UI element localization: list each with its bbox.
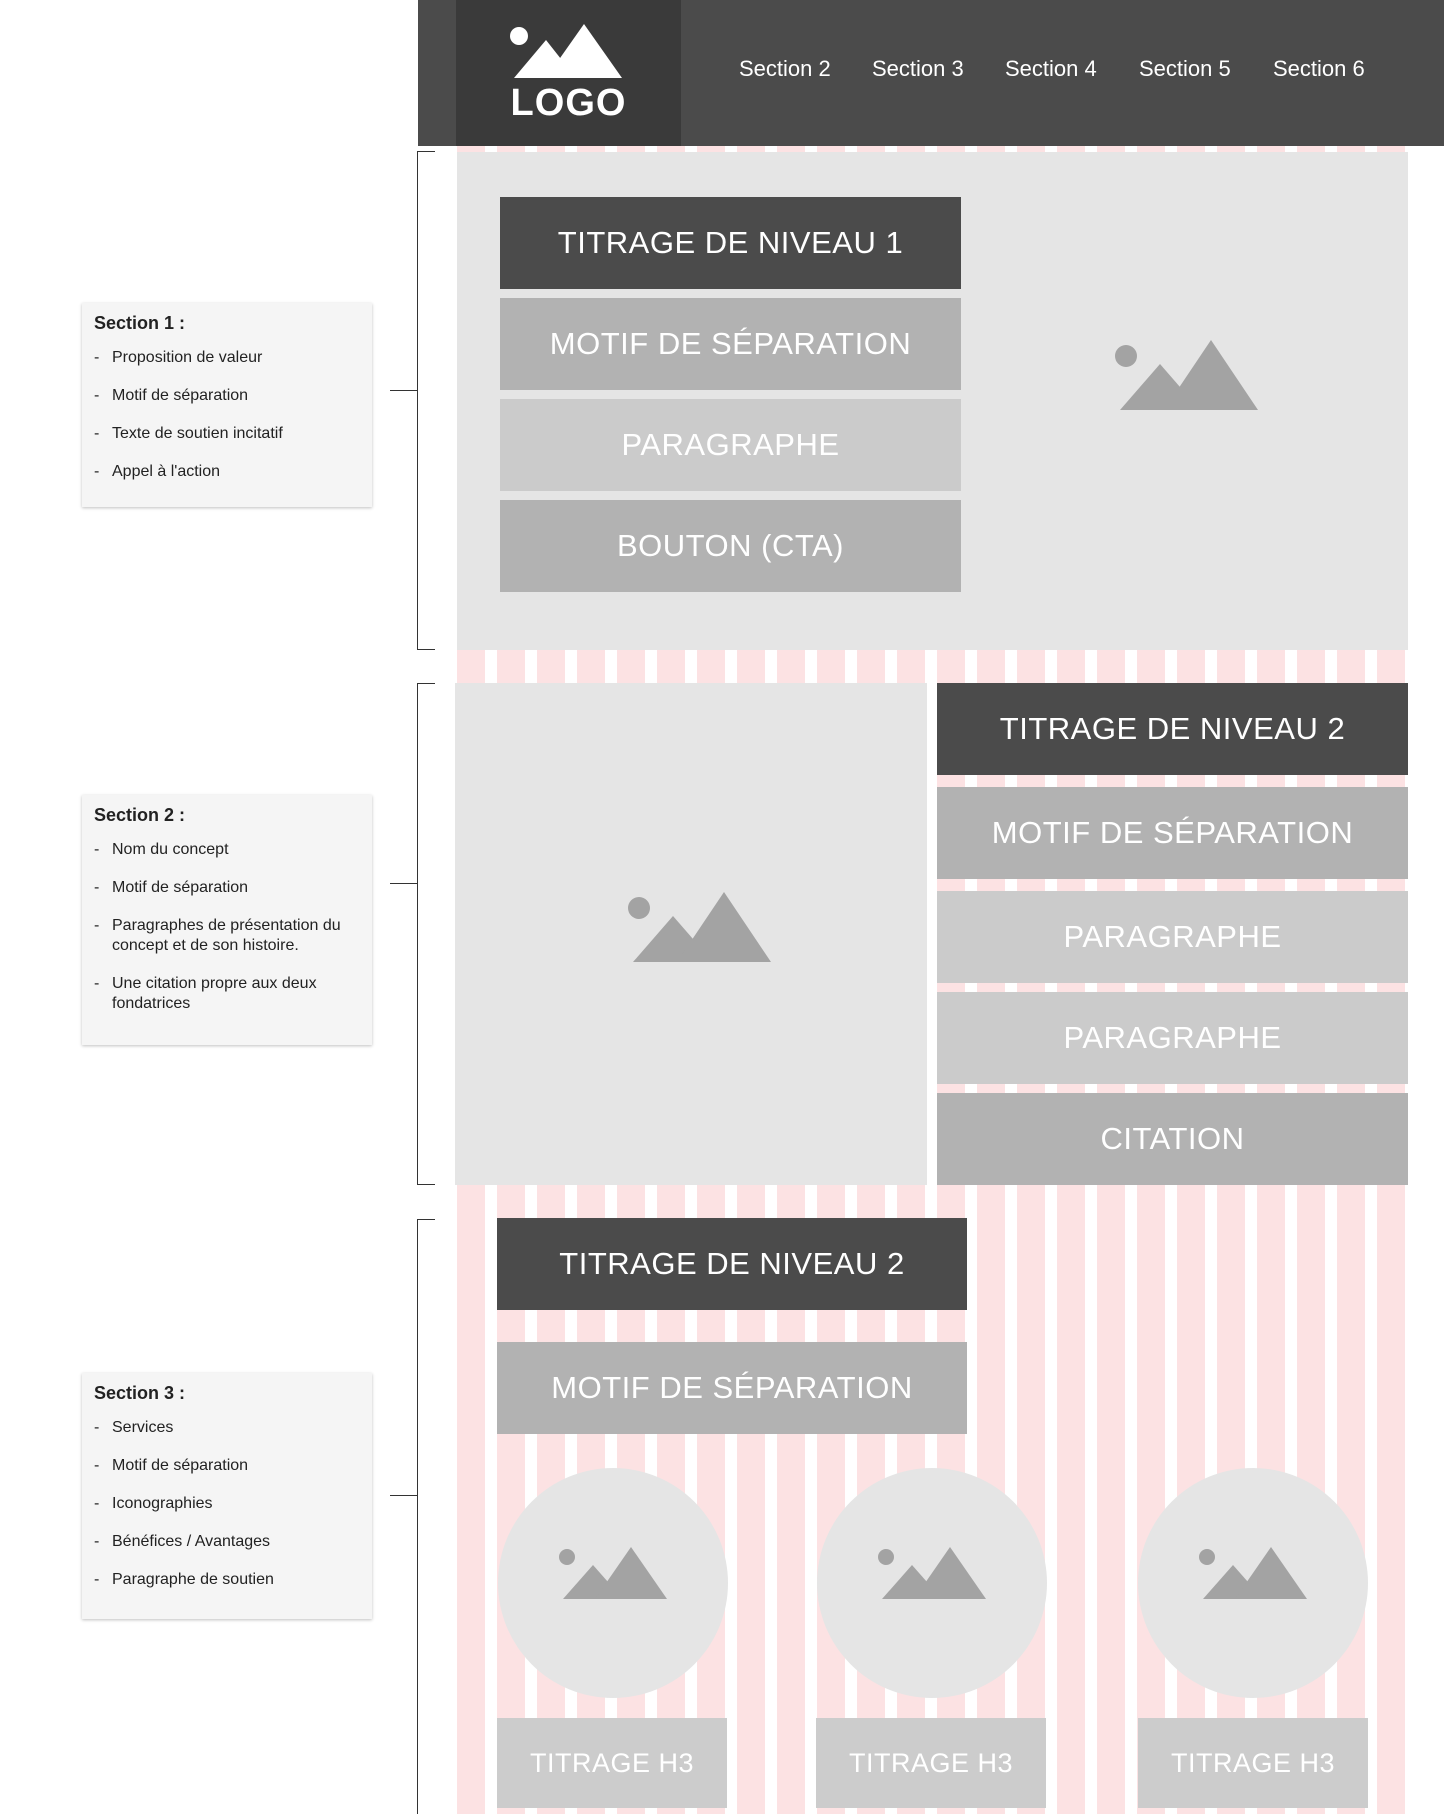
section-3-bracket (417, 1219, 435, 1814)
section-3-card-item: - Paragraphe de soutien (94, 1570, 360, 1590)
service-image-icon-3 (1199, 1545, 1307, 1599)
service-h3-block-3: TITRAGE H3 (1138, 1718, 1368, 1808)
section-3-card-item: - Bénéfices / Avantages (94, 1532, 360, 1552)
service-icon-circle-1 (498, 1468, 728, 1698)
nav-section-5[interactable]: Section 5 (1139, 56, 1231, 81)
service-h3-block-1: TITRAGE H3 (497, 1718, 727, 1808)
section-1-bracket-tick (390, 390, 418, 391)
section-2-paragraph-block-1: PARAGRAPHE (937, 891, 1408, 983)
section-1-cta-block[interactable]: BOUTON (CTA) (500, 500, 961, 592)
section-2-card-item: - Motif de séparation (94, 878, 360, 898)
section-3-annotation-card (82, 1373, 372, 1619)
section-3-card-item: - Motif de séparation (94, 1456, 360, 1476)
section-1-card-item: - Motif de séparation (94, 386, 360, 406)
section-3-card-item: - Iconographies (94, 1494, 360, 1514)
section-1-bracket (417, 151, 435, 650)
section-2-card-item: - Une citation propre aux deux fondatrices (94, 974, 360, 1014)
section-3-card-title: Section 3 : (94, 1383, 186, 1403)
section-1-heading-block: TITRAGE DE NIVEAU 1 (500, 197, 961, 289)
section-1-card-item: - Appel à l'action (94, 462, 360, 482)
service-image-icon-1 (559, 1545, 667, 1599)
section-1-image-icon (1114, 338, 1258, 410)
logo-mountain-icon (510, 22, 622, 78)
section-1-card-title: Section 1 : (94, 313, 186, 333)
section-3-card-item: - Services (94, 1418, 360, 1438)
section-2-bracket (417, 683, 435, 1185)
section-2-image-icon (627, 890, 771, 962)
section-1-card-item: - Proposition de valeur (94, 348, 360, 368)
service-icon-circle-3 (1138, 1468, 1368, 1698)
section-2-paragraph-block-2: PARAGRAPHE (937, 992, 1408, 1084)
nav-section-6[interactable]: Section 6 (1273, 56, 1365, 81)
logo-text: LOGO (510, 82, 627, 124)
nav-section-4[interactable]: Section 4 (1005, 56, 1097, 81)
section-2-quote-block: CITATION (937, 1093, 1408, 1185)
section-2-card-item: - Nom du concept (94, 840, 360, 860)
nav-section-3[interactable]: Section 3 (872, 56, 964, 81)
section-2-card-item: - Paragraphes de présentation du concept et de son histoire. (94, 916, 360, 956)
section-3-bracket-tick (390, 1495, 418, 1496)
service-h3-block-2: TITRAGE H3 (816, 1718, 1046, 1808)
section-2-card-title: Section 2 : (94, 805, 186, 825)
service-icon-circle-2 (817, 1468, 1047, 1698)
section-1-annotation-card (82, 303, 372, 507)
nav-section-2[interactable]: Section 2 (739, 56, 831, 81)
section-1-paragraph-block: PARAGRAPHE (500, 399, 961, 491)
section-3-separator-block: MOTIF DE SÉPARATION (497, 1342, 967, 1434)
service-image-icon-2 (878, 1545, 986, 1599)
section-2-heading-block: TITRAGE DE NIVEAU 2 (937, 683, 1408, 775)
section-1-separator-block: MOTIF DE SÉPARATION (500, 298, 961, 390)
section-2-annotation-card (82, 795, 372, 1045)
section-1-card-item: - Texte de soutien incitatif (94, 424, 360, 444)
section-2-bracket-tick (390, 883, 418, 884)
section-2-separator-block: MOTIF DE SÉPARATION (937, 787, 1408, 879)
section-3-heading-block: TITRAGE DE NIVEAU 2 (497, 1218, 967, 1310)
